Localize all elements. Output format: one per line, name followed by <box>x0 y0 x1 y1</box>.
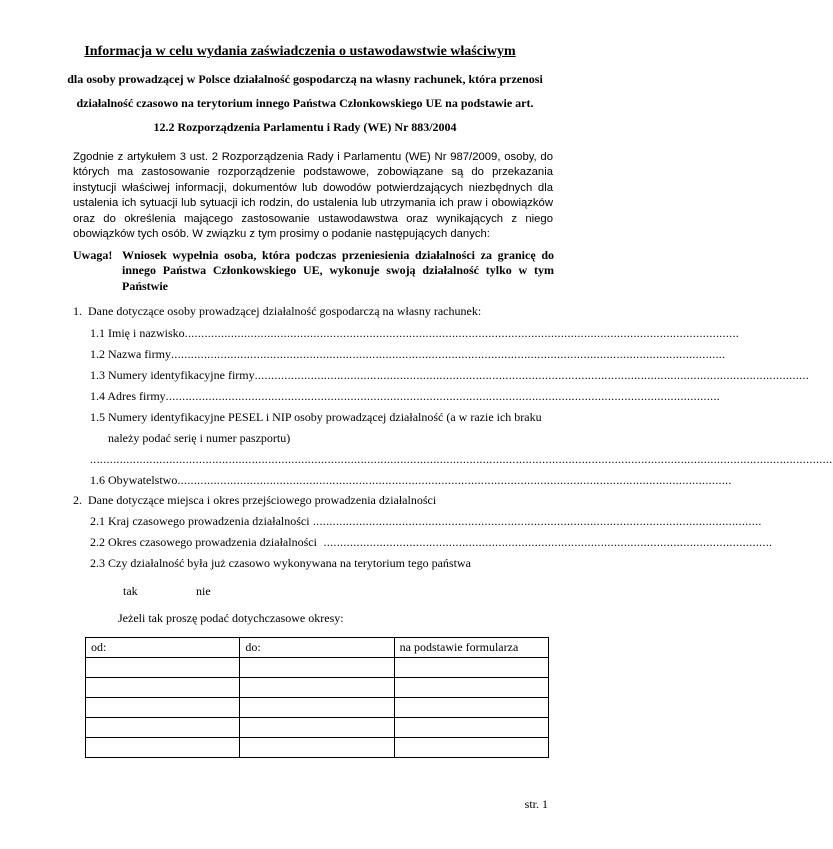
warning-text: Wniosek wypełnia osoba, która podczas przeniesienia działalności za granicę do innego Państwa Członkowskiego UE, wykonuje swoją działalność tylko w tym Państwie <box>122 248 554 293</box>
warning-label: Uwaga! <box>73 248 113 262</box>
field-previous-activity-question: 2.3 Czy działalność była już czasowo wykonywana na terytorium tego państwa <box>90 556 471 570</box>
table-header-to: do: <box>240 638 394 658</box>
table-cell-basis[interactable] <box>394 658 548 678</box>
field-company-ids[interactable] <box>90 368 810 383</box>
field-citizenship-input[interactable]: ........................................................................................................................................................................ <box>177 473 732 487</box>
subtitle-line-2: działalność czasowo na terytorium innego Państwa Członkowskiego UE na podstawie art. <box>76 96 534 110</box>
field-company-address[interactable] <box>90 389 721 404</box>
field-period-label: 2.2 Okres czasowego prowadzenia działalności <box>90 535 317 549</box>
field-name[interactable] <box>90 326 740 341</box>
table-header-basis: na podstawie formularza <box>394 638 548 658</box>
field-name-input[interactable]: ........................................................................................................................................................................ <box>184 326 740 340</box>
table-cell-basis[interactable] <box>394 738 548 758</box>
page-number: str. 1 <box>524 797 548 811</box>
field-company-ids-input[interactable]: ........................................................................................................................................................................ <box>254 368 810 382</box>
option-no[interactable]: nie <box>196 584 211 598</box>
field-company-name-label: 1.2 Nazwa firmy <box>90 347 171 361</box>
field-company-ids-label: 1.3 Numery identyfikacyjne firmy <box>90 368 255 382</box>
table-header-from: od: <box>86 638 240 658</box>
section1-heading: 1. Dane dotyczące osoby prowadzącej działalność gospodarczą na własny rachunek: <box>73 304 482 318</box>
table-cell-from[interactable] <box>86 718 240 738</box>
document-title: Informacja w celu wydania zaświadczenia o ustawodawstwie właściwym <box>84 44 516 59</box>
table-row <box>86 658 549 678</box>
table-cell-to[interactable] <box>240 678 394 698</box>
field-citizenship[interactable] <box>90 473 732 488</box>
table-cell-basis[interactable] <box>394 698 548 718</box>
table-cell-from[interactable] <box>86 678 240 698</box>
table-header-row <box>86 638 549 658</box>
field-name-label: 1.1 Imię i nazwisko <box>90 326 185 340</box>
table-cell-to[interactable] <box>240 658 394 678</box>
section2-heading: 2. Dane dotyczące miejsca i okres przejściowego prowadzenia działalności <box>73 493 437 507</box>
table-cell-to[interactable] <box>240 738 394 758</box>
field-period[interactable] <box>90 535 773 550</box>
subtitle-line-3: 12.2 Rozporządzenia Parlamentu i Rady (WE) Nr 883/2004 <box>153 120 457 134</box>
table-cell-to[interactable] <box>240 698 394 718</box>
table-cell-from[interactable] <box>86 738 240 758</box>
table-cell-from[interactable] <box>86 698 240 718</box>
table-cell-to[interactable] <box>240 718 394 738</box>
table-row <box>86 678 549 698</box>
table-cell-basis[interactable] <box>394 718 548 738</box>
subtitle-line-1: dla osoby prowadzącej w Polsce działalność gospodarczą na własny rachunek, która przenosi <box>67 72 543 86</box>
field-country[interactable] <box>90 514 762 529</box>
field-country-input[interactable]: ........................................................................................................................................ <box>309 514 762 528</box>
table-cell-from[interactable] <box>86 658 240 678</box>
field-pesel-nip[interactable] <box>90 452 833 467</box>
periods-intro: Jeżeli tak proszę podać dotychczasowe okresy: <box>118 611 344 625</box>
field-pesel-nip-label-line1: 1.5 Numery identyfikacyjne PESEL i NIP osoby prowadzącej działalność (a w razie ich braku <box>90 410 542 424</box>
table-row <box>86 738 549 758</box>
field-company-name[interactable] <box>90 347 726 362</box>
field-company-name-input[interactable]: ........................................................................................................................................................................ <box>170 347 726 361</box>
intro-paragraph: Zgodnie z artykułem 3 ust. 2 Rozporządzenia Rady i Parlamentu (WE) Nr 987/2009, osoby, do których ma zastosowanie rozporządzenie podstawowe, zobowiązane są do przekazania instytucji właściwej informacji, dokumentów lub dowodów potwierdzających niezbędnych dla ustalenia ich sytuacji lub sytuacji ich rodzin, do ustalenia lub utrzymania ich praw i obowiązków oraz do określenia mającego zastosowanie ustawodawstwa oraz wynikających z niego obowiązków tych osób. W związku z tym prosimy o podanie następujących danych: <box>73 151 553 241</box>
field-company-address-input[interactable]: ........................................................................................................................................................................ <box>165 389 721 403</box>
table-row <box>86 718 549 738</box>
option-yes[interactable]: tak <box>123 584 138 598</box>
field-period-input[interactable]: ........................................................................................................................................ <box>316 535 773 549</box>
table-row <box>86 698 549 718</box>
field-pesel-nip-input[interactable]: ................................................................................................................................................................................................................................. <box>90 452 833 466</box>
table-cell-basis[interactable] <box>394 678 548 698</box>
field-company-address-label: 1.4 Adres firmy <box>90 389 166 403</box>
periods-table <box>85 637 549 758</box>
field-country-label: 2.1 Kraj czasowego prowadzenia działalności <box>90 514 310 528</box>
field-pesel-nip-label-line2: należy podać serię i numer paszportu) <box>108 431 291 445</box>
field-citizenship-label: 1.6 Obywatelstwo <box>90 473 178 487</box>
